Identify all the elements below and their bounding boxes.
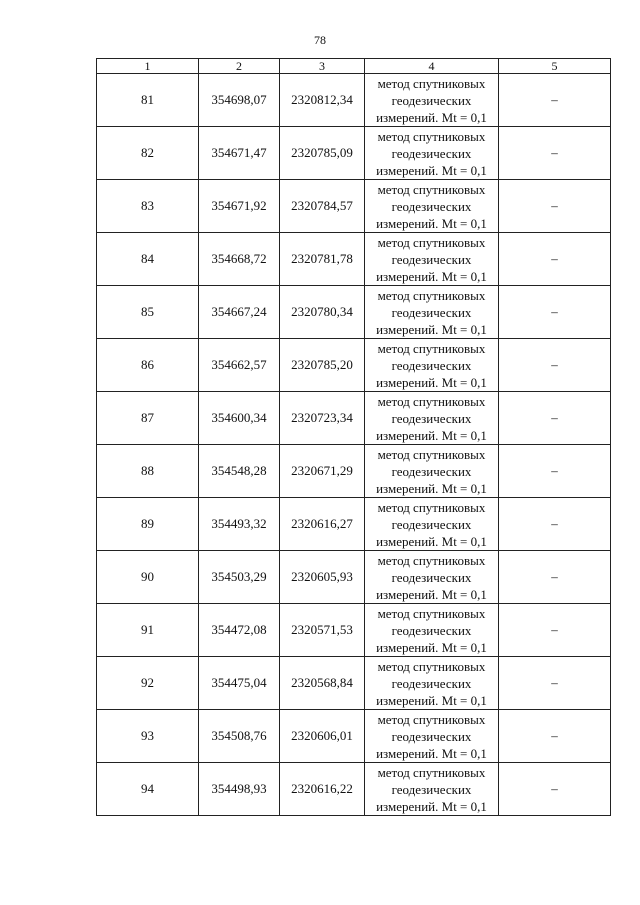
method-line: измерений. Mt = 0,1 bbox=[376, 586, 487, 602]
method-cell bbox=[365, 74, 499, 127]
y-coordinate-cell: 2320671,29 bbox=[280, 445, 365, 498]
method-cell bbox=[365, 392, 499, 445]
method-line: метод спутниковых bbox=[377, 658, 486, 674]
point-number-cell: 86 bbox=[97, 339, 199, 392]
table-row bbox=[97, 710, 611, 763]
method-line: метод спутниковых bbox=[377, 446, 486, 462]
point-number-cell: 82 bbox=[97, 127, 199, 180]
note-cell: – bbox=[499, 445, 611, 498]
header-col-2: 2 bbox=[199, 59, 280, 74]
method-line: измерений. Mt = 0,1 bbox=[376, 480, 487, 496]
point-number-cell: 94 bbox=[97, 763, 199, 816]
method-line: измерений. Mt = 0,1 bbox=[376, 639, 487, 655]
table-row bbox=[97, 498, 611, 551]
method-line: геодезических bbox=[391, 357, 472, 373]
note-cell: – bbox=[499, 339, 611, 392]
table-row bbox=[97, 392, 611, 445]
page-number: 78 bbox=[314, 33, 326, 47]
method-cell bbox=[365, 127, 499, 180]
table-row bbox=[97, 339, 611, 392]
method-line: геодезических bbox=[391, 463, 472, 479]
method-line: измерений. Mt = 0,1 bbox=[376, 374, 487, 390]
method-line: метод спутниковых bbox=[377, 499, 486, 515]
note-cell: – bbox=[499, 392, 611, 445]
method-line: геодезических bbox=[391, 410, 472, 426]
x-coordinate-cell: 354671,92 bbox=[199, 180, 280, 233]
method-line: метод спутниковых bbox=[377, 287, 486, 303]
x-coordinate-cell: 354671,47 bbox=[199, 127, 280, 180]
y-coordinate-cell: 2320571,53 bbox=[280, 604, 365, 657]
y-coordinate-cell: 2320785,09 bbox=[280, 127, 365, 180]
method-cell bbox=[365, 551, 499, 604]
point-number-cell: 81 bbox=[97, 74, 199, 127]
x-coordinate-cell: 354475,04 bbox=[199, 657, 280, 710]
x-coordinate-cell: 354668,72 bbox=[199, 233, 280, 286]
method-line: геодезических bbox=[391, 92, 472, 108]
method-line: метод спутниковых bbox=[377, 711, 486, 727]
point-number-cell: 90 bbox=[97, 551, 199, 604]
table-row bbox=[97, 604, 611, 657]
table-row bbox=[97, 551, 611, 604]
method-line: геодезических bbox=[391, 198, 472, 214]
y-coordinate-cell: 2320781,78 bbox=[280, 233, 365, 286]
x-coordinate-cell: 354548,28 bbox=[199, 445, 280, 498]
table-row bbox=[97, 763, 611, 816]
table-body bbox=[97, 74, 611, 816]
coordinates-table bbox=[96, 58, 611, 816]
method-line: метод спутниковых bbox=[377, 128, 486, 144]
method-line: метод спутниковых bbox=[377, 605, 486, 621]
method-cell bbox=[365, 498, 499, 551]
note-cell: – bbox=[499, 763, 611, 816]
method-cell bbox=[365, 286, 499, 339]
method-cell bbox=[365, 339, 499, 392]
note-cell: – bbox=[499, 127, 611, 180]
method-line: измерений. Mt = 0,1 bbox=[376, 215, 487, 231]
x-coordinate-cell: 354508,76 bbox=[199, 710, 280, 763]
note-cell: – bbox=[499, 286, 611, 339]
header-col-4: 4 bbox=[365, 59, 499, 74]
method-line: измерений. Mt = 0,1 bbox=[376, 798, 487, 814]
point-number-cell: 88 bbox=[97, 445, 199, 498]
method-cell bbox=[365, 445, 499, 498]
x-coordinate-cell: 354667,24 bbox=[199, 286, 280, 339]
point-number-cell: 93 bbox=[97, 710, 199, 763]
method-line: измерений. Mt = 0,1 bbox=[376, 692, 487, 708]
method-line: метод спутниковых bbox=[377, 552, 486, 568]
method-line: геодезических bbox=[391, 675, 472, 691]
x-coordinate-cell: 354503,29 bbox=[199, 551, 280, 604]
note-cell: – bbox=[499, 180, 611, 233]
method-line: геодезических bbox=[391, 781, 472, 797]
note-cell: – bbox=[499, 498, 611, 551]
point-number-cell: 89 bbox=[97, 498, 199, 551]
method-line: измерений. Mt = 0,1 bbox=[376, 268, 487, 284]
x-coordinate-cell: 354698,07 bbox=[199, 74, 280, 127]
method-line: геодезических bbox=[391, 516, 472, 532]
method-line: измерений. Mt = 0,1 bbox=[376, 321, 487, 337]
method-line: измерений. Mt = 0,1 bbox=[376, 109, 487, 125]
note-cell: – bbox=[499, 233, 611, 286]
y-coordinate-cell: 2320780,34 bbox=[280, 286, 365, 339]
note-cell: – bbox=[499, 657, 611, 710]
method-line: метод спутниковых bbox=[377, 75, 486, 91]
y-coordinate-cell: 2320785,20 bbox=[280, 339, 365, 392]
y-coordinate-cell: 2320605,93 bbox=[280, 551, 365, 604]
header-col-1: 1 bbox=[97, 59, 199, 74]
method-line: геодезических bbox=[391, 304, 472, 320]
x-coordinate-cell: 354600,34 bbox=[199, 392, 280, 445]
y-coordinate-cell: 2320606,01 bbox=[280, 710, 365, 763]
method-line: измерений. Mt = 0,1 bbox=[376, 162, 487, 178]
method-line: геодезических bbox=[391, 569, 472, 585]
method-line: геодезических bbox=[391, 251, 472, 267]
note-cell: – bbox=[499, 74, 611, 127]
table-row bbox=[97, 286, 611, 339]
point-number-cell: 92 bbox=[97, 657, 199, 710]
x-coordinate-cell: 354493,32 bbox=[199, 498, 280, 551]
method-cell bbox=[365, 710, 499, 763]
point-number-cell: 84 bbox=[97, 233, 199, 286]
method-line: метод спутниковых bbox=[377, 393, 486, 409]
note-cell: – bbox=[499, 551, 611, 604]
header-col-3: 3 bbox=[280, 59, 365, 74]
method-line: метод спутниковых bbox=[377, 181, 486, 197]
x-coordinate-cell: 354662,57 bbox=[199, 339, 280, 392]
method-cell bbox=[365, 604, 499, 657]
table-row bbox=[97, 233, 611, 286]
point-number-cell: 83 bbox=[97, 180, 199, 233]
x-coordinate-cell: 354472,08 bbox=[199, 604, 280, 657]
method-cell bbox=[365, 180, 499, 233]
table-row bbox=[97, 180, 611, 233]
point-number-cell: 91 bbox=[97, 604, 199, 657]
y-coordinate-cell: 2320723,34 bbox=[280, 392, 365, 445]
y-coordinate-cell: 2320616,27 bbox=[280, 498, 365, 551]
y-coordinate-cell: 2320616,22 bbox=[280, 763, 365, 816]
method-cell bbox=[365, 763, 499, 816]
method-line: измерений. Mt = 0,1 bbox=[376, 533, 487, 549]
table-row bbox=[97, 445, 611, 498]
method-line: метод спутниковых bbox=[377, 340, 486, 356]
note-cell: – bbox=[499, 710, 611, 763]
method-line: метод спутниковых bbox=[377, 234, 486, 250]
table-row bbox=[97, 657, 611, 710]
method-line: измерений. Mt = 0,1 bbox=[376, 427, 487, 443]
y-coordinate-cell: 2320784,57 bbox=[280, 180, 365, 233]
method-line: метод спутниковых bbox=[377, 764, 486, 780]
header-col-5: 5 bbox=[499, 59, 611, 74]
x-coordinate-cell: 354498,93 bbox=[199, 763, 280, 816]
method-line: геодезических bbox=[391, 728, 472, 744]
method-cell bbox=[365, 657, 499, 710]
table-header-row bbox=[97, 59, 611, 74]
method-cell bbox=[365, 233, 499, 286]
method-line: измерений. Mt = 0,1 bbox=[376, 745, 487, 761]
table-row bbox=[97, 127, 611, 180]
table-row bbox=[97, 74, 611, 127]
method-line: геодезических bbox=[391, 622, 472, 638]
point-number-cell: 85 bbox=[97, 286, 199, 339]
y-coordinate-cell: 2320568,84 bbox=[280, 657, 365, 710]
note-cell: – bbox=[499, 604, 611, 657]
point-number-cell: 87 bbox=[97, 392, 199, 445]
y-coordinate-cell: 2320812,34 bbox=[280, 74, 365, 127]
method-line: геодезических bbox=[391, 145, 472, 161]
